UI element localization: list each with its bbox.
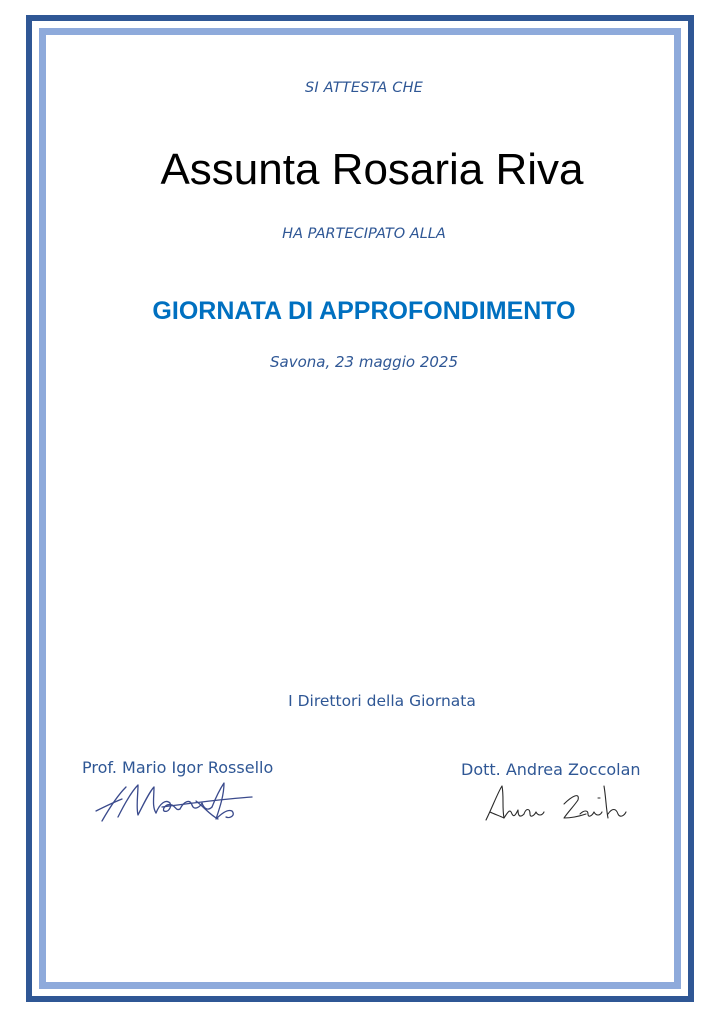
signature-right bbox=[480, 778, 630, 828]
signature-left bbox=[92, 777, 262, 829]
participation-statement: HA PARTECIPATO ALLA bbox=[282, 226, 446, 242]
place-and-date: Savona, 23 maggio 2025 bbox=[270, 353, 458, 371]
director-name-right: Dott. Andrea Zoccolan bbox=[461, 760, 641, 779]
directors-heading: I Direttori della Giornata bbox=[288, 692, 476, 710]
certificate-intro: SI ATTESTA CHE bbox=[304, 80, 424, 96]
director-name-left: Prof. Mario Igor Rossello bbox=[82, 758, 274, 777]
recipient-name: Assunta Rosaria Riva bbox=[160, 145, 584, 194]
event-title: GIORNATA DI APPROFONDIMENTO bbox=[152, 297, 576, 325]
